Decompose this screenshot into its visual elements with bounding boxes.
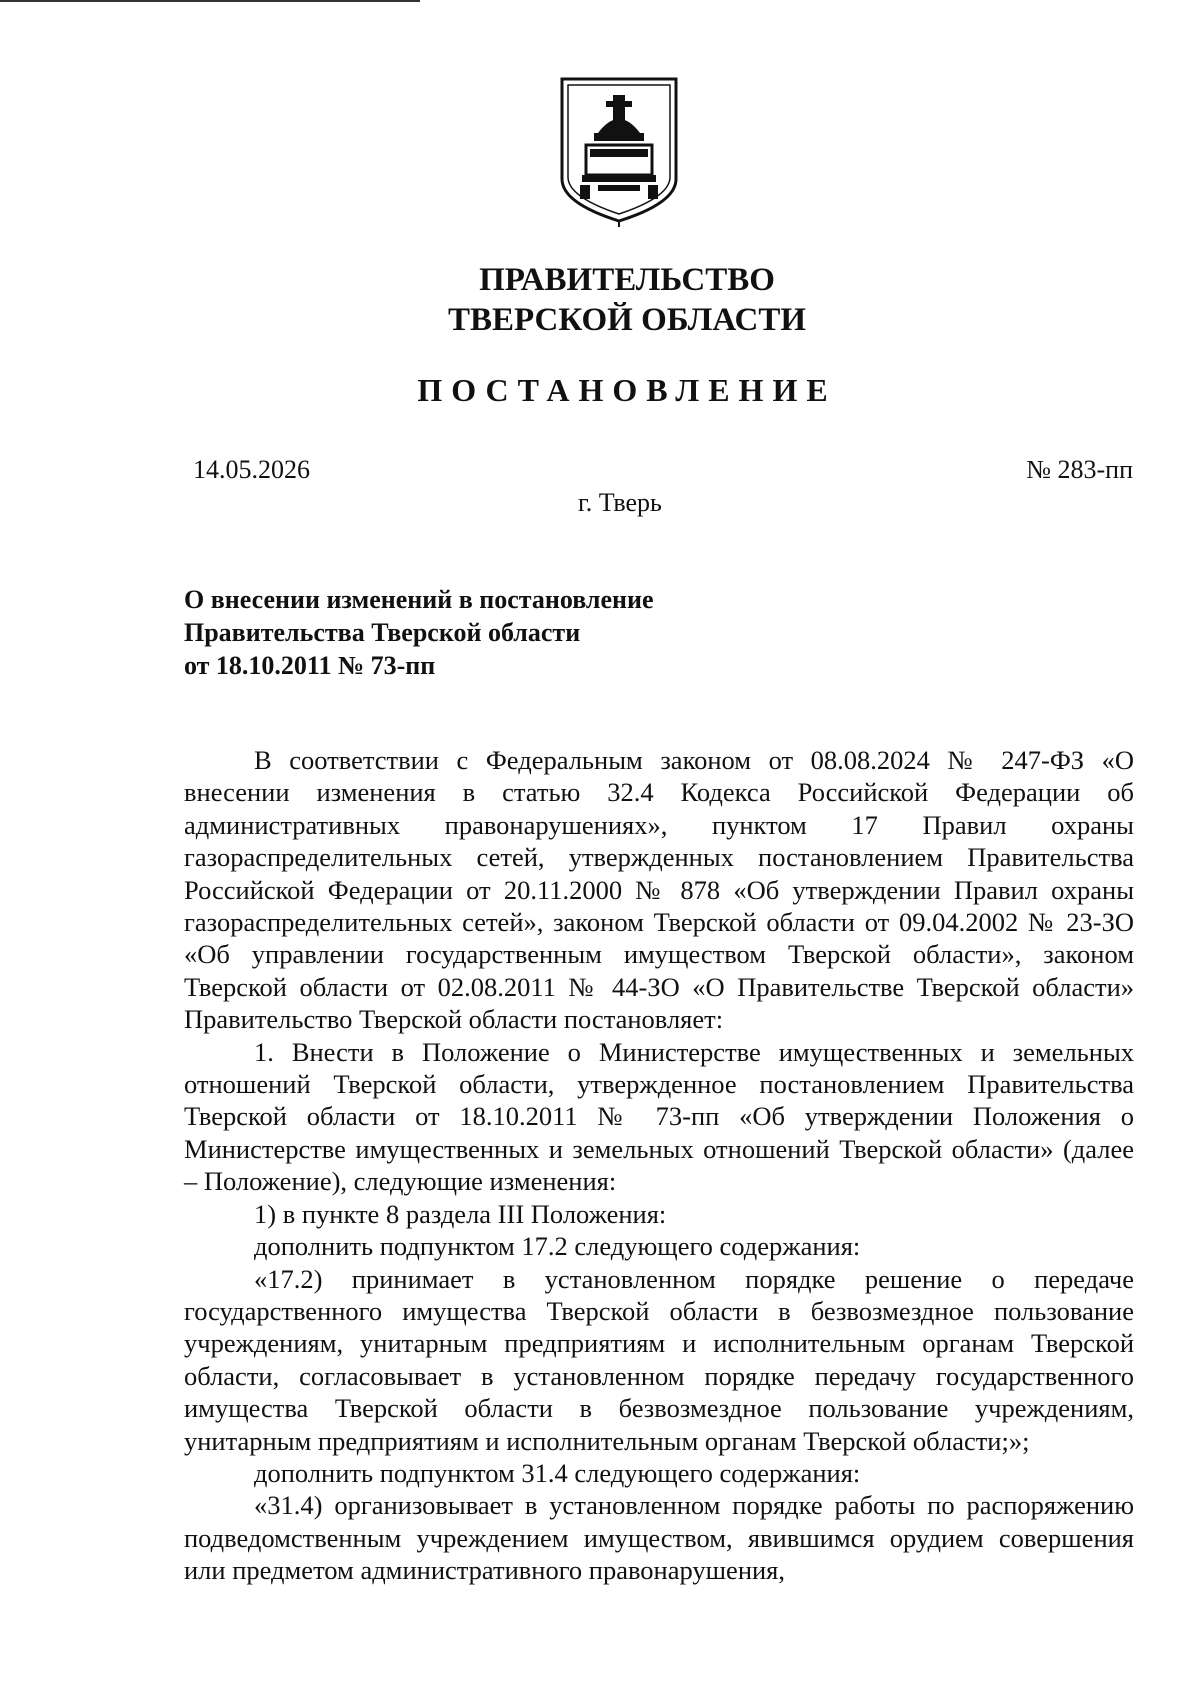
- body-paragraph: В соответствии с Федеральным законом от 08.08.2024 № 247-ФЗ «О внесении изменения в статью 32.4 Кодекса Российской Федерации об административных правонарушениях», пунктом 17 Правил охраны газораспределительных сетей, утвержденных постановлением Правительства Российской Федерации от 20.11.2000 № 878 «Об утверждении Правил охраны газораспределительных сетей», законом Тверской области от 09.04.2002 № 23-ЗО «Об управлении государственным имуществом Тверской области», законом Тверской области от 02.08.2011 № 44-ЗО «О Правительстве Тверской области» Правительство Тверской области постановляет:: [184, 745, 1134, 1035]
- subject-line: Правительства Тверской области: [184, 618, 581, 647]
- coat-of-arms-icon: [558, 75, 680, 227]
- document-city: г. Тверь: [578, 488, 662, 517]
- document-number: № 283-пп: [1026, 455, 1133, 484]
- document-subject: [184, 583, 824, 682]
- subject-line: от 18.10.2011 № 73-пп: [184, 651, 436, 680]
- subject-line: О внесении изменений в постановление: [184, 585, 654, 614]
- government-title: [0, 260, 1200, 340]
- body-paragraph: «17.2) принимает в установленном порядке решение о передаче государственного имущества Тверской области в безвозмездное пользование учреждениям, унитарным предприятиям и исполнительным органам Тверской области, согласовывает в установленном порядке передачу государственного имущества Тверской области в безвозмездное пользование учреждениям, унитарным предприятиям и исполнительным органам Тверской области;»;: [184, 1263, 1134, 1456]
- body-paragraph: 1) в пункте 8 раздела III Положения:: [254, 1198, 667, 1229]
- government-title-line2: ТВЕРСКОЙ ОБЛАСТИ: [447, 302, 807, 338]
- document-type: ПОСТАНОВЛЕНИЕ: [417, 372, 837, 408]
- body-paragraph: «31.4) организовывает в установленном порядке работы по распоряжению подведомственным учреждением имуществом, явившимся орудием совершения или предметом административного правонарушения,: [184, 1490, 1134, 1586]
- body-paragraph: 1. Внести в Положение о Министерстве имущественных и земельных отношений Тверской области, утвержденное постановлением Правительства Тверской области от 18.10.2011 № 73-пп «Об утверждении Положения о Министерстве имущественных и земельных отношений Тверской области» (далее – Положение), следующие изменения:: [184, 1036, 1134, 1197]
- body-paragraph: дополнить подпунктом 17.2 следующего содержания:: [254, 1231, 861, 1262]
- scan-border-line: [0, 0, 420, 2]
- government-title-line1: ПРАВИТЕЛЬСТВО: [479, 262, 775, 298]
- body-paragraph: дополнить подпунктом 31.4 следующего содержания:: [254, 1457, 861, 1488]
- document-date: 14.05.2026: [193, 455, 310, 484]
- document-body: [184, 744, 1134, 1587]
